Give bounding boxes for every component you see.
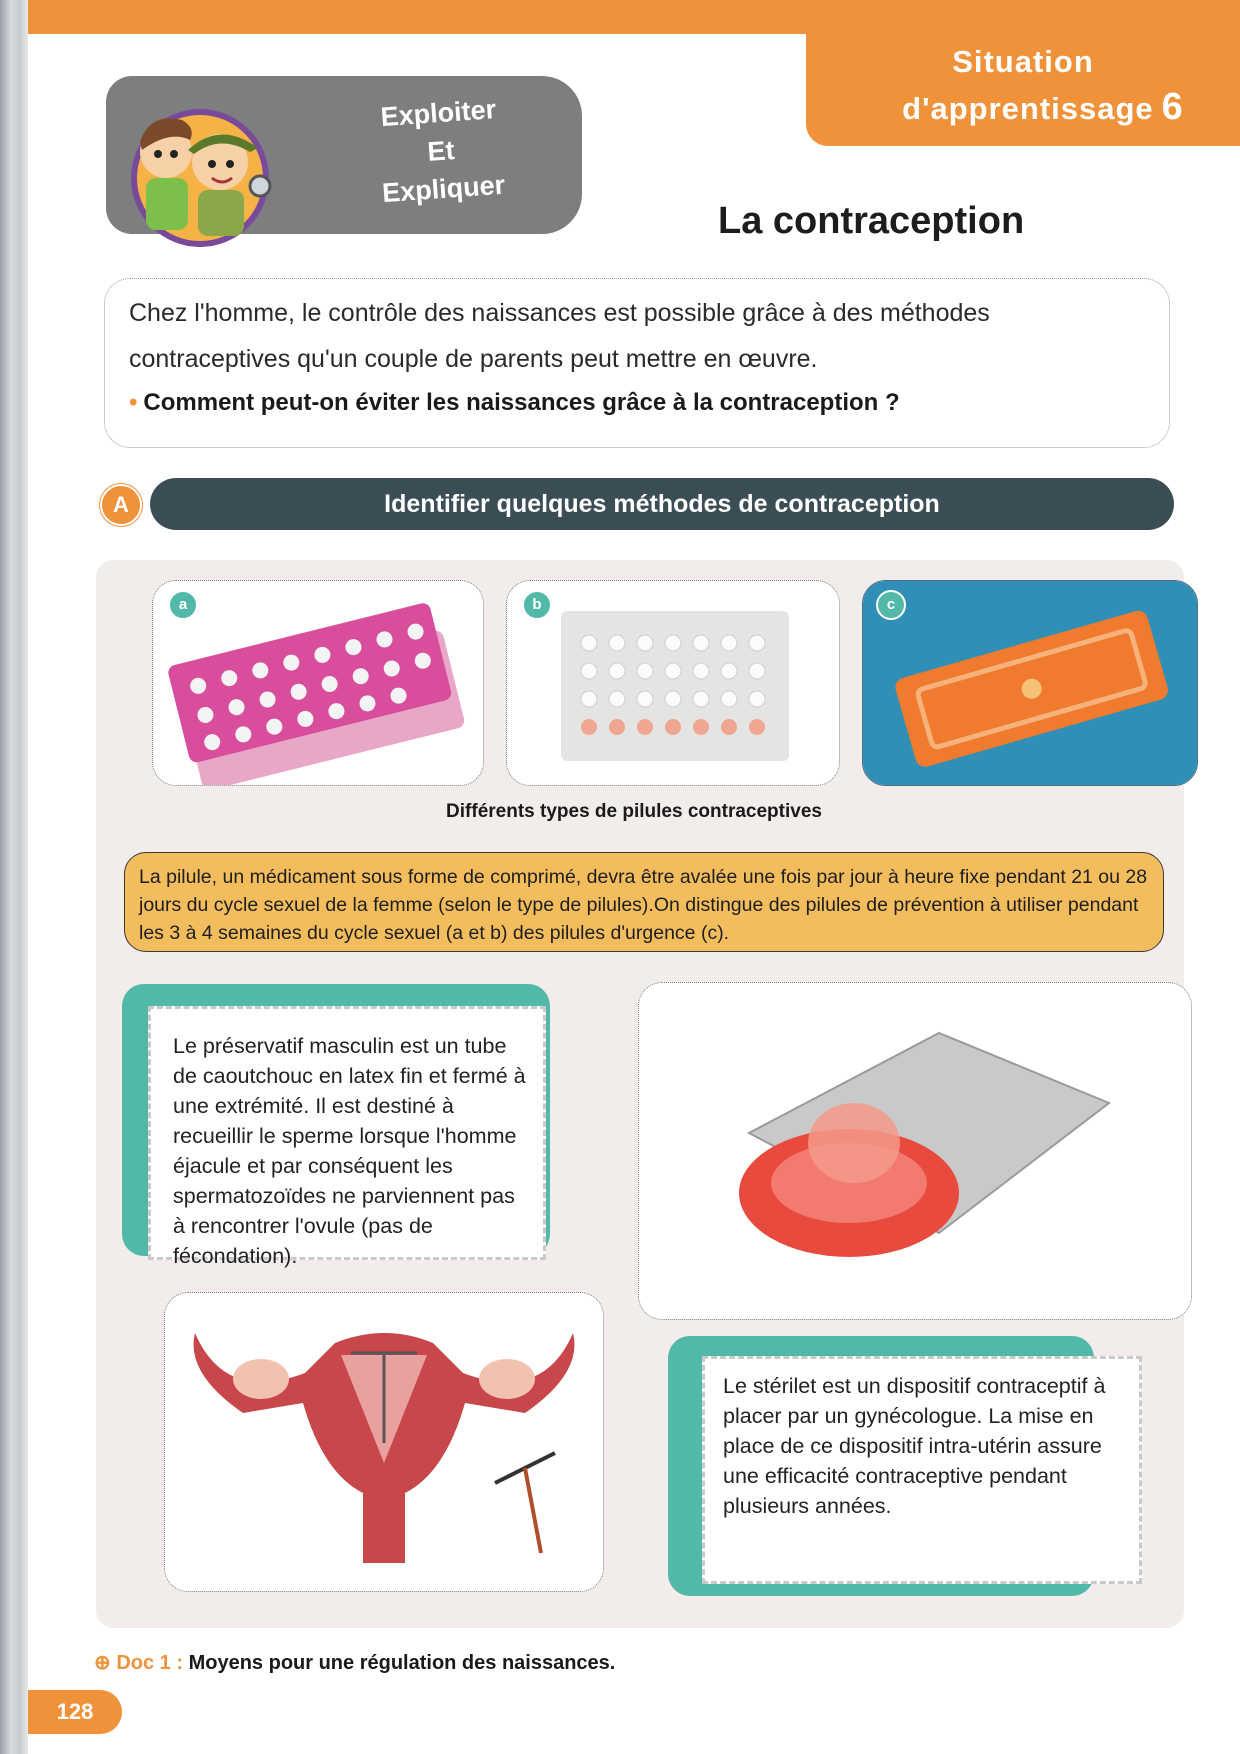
pill-image-a: [152, 580, 484, 786]
situation-number: 6: [1161, 86, 1184, 128]
top-color-bar: [28, 0, 1240, 34]
situation-label: Situation: [952, 44, 1094, 79]
pill-image-b: [506, 580, 840, 786]
banner-line-3: Expliquer: [381, 169, 507, 209]
pill-label-a: a: [168, 590, 198, 620]
section-badge: A: [100, 484, 142, 526]
intro-line-2: contraceptives qu'un couple de parents peut mettre en œuvre.: [129, 345, 818, 373]
page-number: 128: [28, 1690, 122, 1734]
doc-arrow-icon: ⊕: [94, 1652, 111, 1674]
exploit-banner-text: [332, 87, 549, 215]
intro-box: [104, 278, 1170, 448]
emergency-pill-illustration: [863, 581, 1197, 785]
pills-caption: Différents types de pilules contraceptives: [446, 801, 822, 822]
intro-line-1: Chez l'homme, le contrôle des naissances est possible grâce à des méthodes: [129, 299, 990, 327]
situation-tab: [806, 34, 1240, 146]
doc-caption: [94, 1650, 615, 1675]
iud-text: Le stérilet est un dispositif contraceptif à placer par un gynécologue. La mise en place de ce dispositif intra-utérin assure une efficacité contraceptive pendant plusieurs années.: [723, 1374, 1106, 1518]
doc-title: Moyens pour une régulation des naissances.: [188, 1652, 616, 1674]
white-pill-pack-illustration: [507, 581, 839, 785]
section-title-bar: Identifier quelques méthodes de contraception: [150, 478, 1174, 530]
iud-text-card: [702, 1356, 1142, 1584]
intro-question-text: Comment peut-on éviter les naissances grâce à la contraception ?: [143, 389, 900, 416]
uterus-iud-illustration: [165, 1293, 603, 1591]
doc-label: Doc 1 :: [116, 1652, 184, 1674]
situation-subtitle-text: d'apprentissage: [902, 91, 1154, 126]
condom-text: Le préservatif masculin est un tube de caoutchouc en latex fin et fermé à une extrémité. Il est destiné à recueillir le sperme lorsque l'homme éjacule et par conséquent les spermatozoïdes ne parviennent pas à rencontrer l'ovule (pas de fécondation).: [173, 1034, 526, 1268]
iud-image: [164, 1292, 604, 1592]
bullet-icon: •: [129, 389, 138, 416]
pill-info-box: La pilule, un médicament sous forme de comprimé, devra être avalée une fois par jour à heure fixe pendant 21 ou 28 jours du cycle sexuel de la femme (selon le type de pilules).On distingue des pilules de prévention à utiliser pendant les 3 à 4 semaines du cycle sexuel (a et b) des pilules d'urgence (c).: [124, 852, 1164, 952]
pink-pill-pack-illustration: [153, 581, 483, 785]
banner-line-2: Et: [426, 135, 456, 167]
intro-question: [129, 389, 900, 417]
banner-line-1: Exploiter: [379, 94, 498, 133]
mascot-characters-illustration: [100, 90, 300, 250]
pill-label-b: b: [522, 590, 552, 620]
pill-label-c: c: [876, 590, 906, 620]
book-spine: [0, 0, 28, 1754]
condom-image: [638, 982, 1192, 1320]
pill-image-c: [862, 580, 1198, 786]
condom-illustration: [639, 983, 1191, 1319]
condom-text-card: [148, 1006, 546, 1268]
page-title: La contraception: [718, 200, 1025, 242]
situation-subtitle: [846, 86, 1240, 129]
textbook-page: [28, 0, 1240, 1754]
